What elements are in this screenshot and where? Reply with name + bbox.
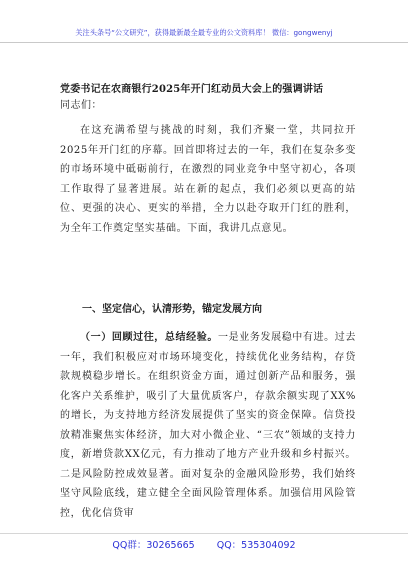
intro-paragraph: 在这充满希望与挑战的时刻，我们齐聚一堂，共同拉开2025年开门红的序幕。回首即将过去的一年，我们在复杂多变的市场环境中砥砺前行，在激烈的同业竞争中坚守初心，各项工作取得了显著进展。站在新的起点，我们必须以更高的站位、更强的决心、更实的举措，全力以赴夺取开门红的胜利，为全年工作奠定坚实基础。下面，我讲几点意见。 — [60, 125, 356, 234]
header-divider — [0, 42, 408, 43]
footer-divider — [0, 533, 408, 534]
page-footer — [0, 537, 408, 551]
subsection-lead: （一）回顾过往，总结经验。 — [80, 332, 218, 343]
qq-group-link[interactable]: QQ群：30265665 — [112, 540, 195, 551]
greeting: 同志们： — [60, 100, 102, 111]
qq-contact-link[interactable]: QQ：535304092 — [216, 540, 296, 551]
page-header-banner: 关注头条号“公文研究”，获得最新最全最专业的公文资料库！ 微信：gongwenyj — [75, 28, 333, 37]
body-paragraph — [60, 328, 356, 523]
document-title: 党委书记在农商银行2025年开门红动员大会上的强调讲话 — [60, 84, 324, 95]
subsection-body: 一是业务发展稳中有进。过去一年，我们积极应对市场环境变化，持续优化业务结构，存贷款规模稳步增长。在组织资金方面，通过创新产品和服务，强化客户关系维护，吸引了大量优质客户，存款余额实现了XX%的增长，为支持地方经济发展提供了坚实的资金保障。信贷投放精准聚焦实体经济，加大对小微企业、“三农”领域的支持力度，新增贷款XX亿元，有力推动了地方产业升级和乡村振兴。二是风险防控成效显著。面对复杂的金融风险形势，我们始终坚守风险底线，建立健全全面风险管理体系。加强信用风险管控，优化信贷审 — [60, 332, 356, 519]
section-heading: 一、坚定信心，认清形势，锚定发展方向 — [82, 304, 262, 315]
